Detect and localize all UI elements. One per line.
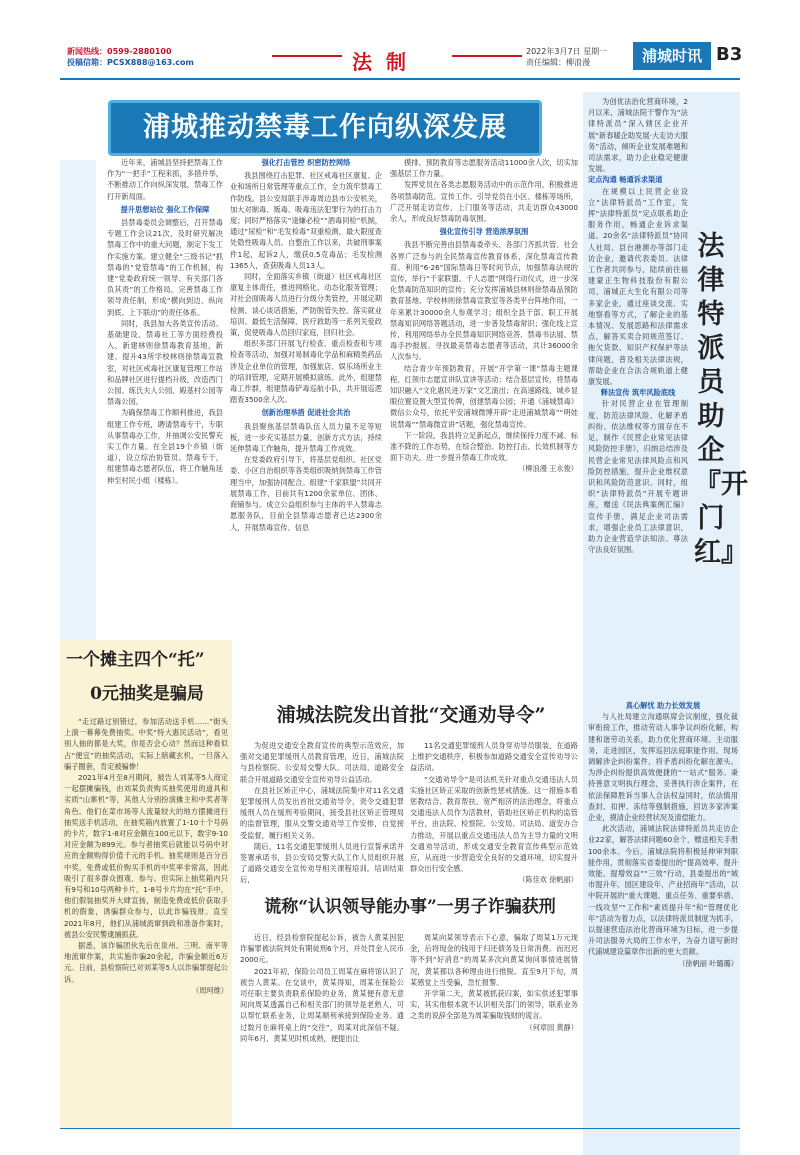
- subheading: 提升思想站位 强化工作保障: [120, 204, 210, 214]
- paragraph: 2021年4月至8月期间，被告人刘某等5人商定一起摆摊骗钱，由刘某负责购买抽奖使用的道具和劣质“山寨机”等，其他人分别扮演摊主和中奖者等角色。他们在菜市场等人流量较大的地方摆摊进行抽奖送手机活动，在抽奖箱内放置了1-10十个号码的卡片，数字1-8对应金额在100元以下，数字9-10对应金额为899元。参与者抽奖后就能以号码中对应的金额购得价值千元的手机。抽奖规则是百分百中奖，免费或低价购买手机的中奖率非常高，因此吸引了很多群众围观、参与。但实际上抽奖箱内只有9号和10号两种卡片，1-8号卡片均在“托”手中，他们假装抽奖并大肆宣扬，制造免费或低价获取手机的假象，诱骗群众参与，以此诈骗钱财。直至2021年8月，他们从浦城流窜到政和准备作案时，被县公安民警逮捕抓获。: [64, 773, 228, 939]
- paragraph: 随后，11名交通犯罪缓刑人员进行宣誓承诺并签署承诺书，县公安局交警大队工作人员组织开展了道路交通安全宣传劝导相关课程培训。培训结束后，: [240, 841, 404, 885]
- main-headline: 浦城推动禁毒工作向纵深发展: [143, 112, 507, 143]
- fraud-headline: 谎称“认识领导能办事”一男子诈骗获刑: [264, 897, 556, 917]
- subheading: 真心解忧 助力长效发展: [625, 701, 701, 710]
- paragraph: 同时，我县加大各类宣传活动、基础建设、禁毒社工等方面经费投入，新建林则徐禁毒教育基地，新建、提升43所学校林则徐禁毒宣教室，对社区戒毒社区康复管理工作站和品牌社区进行提档升级，改造西门公园、练氏夫人公园、殿基村公园等禁毒公园。: [107, 318, 223, 407]
- paragraph: 下一阶段，我县将立足新起点，继续保持力度不减、标准不降的工作态势，在综合整治、防控打击、长效机制等方面下功夫，进一步提升禁毒工作成效。: [390, 430, 578, 463]
- editor: 责任编辑：柳浪漫: [526, 58, 590, 67]
- page-number: B3: [716, 44, 743, 65]
- paragraph: 发挥党员在各类志愿服务活动中的示范作用，积极推进各项禁毒防范、宣传工作。引导党员在小区、楼栋等场所，广泛开展走访宣传、上门服务等活动，共走访群众43000余人，形成良好禁毒防毒氛围。: [390, 180, 578, 224]
- paragraph: 在党委政府引导下，将基层党组织、社区党委、小区自治组织等各类组织吸纳到禁毒工作管理当中，加强协同配合。组建“千家联盟”共同开展禁毒工作，目前共有1200余家单位、团体、商铺参与。成立公益组织参与主体的平入禁毒志愿服务队，目前全县禁毒志愿者已达2300余人，开展禁毒宣传、信息: [230, 455, 382, 532]
- paragraph: “交通劝导令”是司法机关针对重点交通违法人员实施社区矫正采取的创新性惩戒措施。这一措施本着惩教结合、教育帮扶、宽严相济的法治理念，将重点交通违法人员作为活教材，借助社区矫正机构的监管平台，由法院、检察院、公安局、司法局、道安办合力推动，开展以重点交通违法人员为主导力量的文明交通劝导活动，形成交通安全教育宣传典型示范效应，从而进一步营造安全良好的交通环境，切实提升群众出行安全感。: [410, 774, 578, 874]
- paragraph: 近年来，浦城县坚持把禁毒工作作为“一把手”工程来抓，多措并举，不断推动工作向纵深发展，禁毒工作打开新局面。: [107, 158, 223, 201]
- email: 投稿信箱：PCSX888@163.com: [67, 58, 194, 67]
- byline: （何章园 黄静）: [525, 1022, 578, 1032]
- side-col-bottom: [588, 700, 738, 1128]
- byline: （陈佳欢 徐帆丽）: [518, 875, 578, 885]
- paragraph: 同时，全面落实乡镇（街道）社区戒毒社区康复主体责任，推进网格化、动态化服务管理；对社会面吸毒人员进行分级分类管控，开展定期检测、谈心谈话措施，严防脱管失控。落实就业培训、最低生活保障、医疗救助等一系列关爱政策，促使吸毒人员回归家庭，回归社会。: [230, 272, 382, 338]
- hotline: 新闻热线：0599-2880100: [67, 47, 172, 56]
- paragraph: 与人社局建立沟通联席会议制度，强化裁审衔接工作，推动劳动人事争议纠纷化解，构建和谐劳动关系，助力优化营商环境。主动服务，走进园区，发挥巡回法庭职能作用，现场调解涉企纠纷案件，将矛盾纠纷化解在源头。为涉企纠纷提供高效便捷的“一站式”服务。秉持善意文明执行理念，妥善执行涉企案件，在依法保障胜诉当事人合法权益同时，依法慎用查封、扣押、冻结等强制措施，回访多家涉案企业，摸清企业经营状况及清偿能力。: [588, 712, 738, 823]
- date-info: [526, 46, 607, 68]
- subheading: 强化打击管控 织密防控网络: [261, 158, 351, 167]
- fraud-col-2: [410, 932, 578, 1128]
- byline: （周珂维）: [192, 985, 228, 995]
- section-title: 法制: [352, 46, 420, 75]
- header-rule: [60, 78, 740, 80]
- page-header: [0, 0, 800, 80]
- footer-rule: [60, 1128, 740, 1129]
- paragraph: 2021年初，保险公司员工周某在麻将馆认识了被告人黄某。在交谈中，黄某得知，周某在保险公司任职主要负责联系保险的业务，黄某便有意无意间向周某透露自己和相关部门的领导是老熟人，可以帮忙联系业务，让周某顺利承接到保险业务。通过数月在麻将桌上的“交往”，周某对此深信不疑。同年6月，黄某见时机成熟，便提出让: [240, 966, 404, 1043]
- paragraph: 我县围绕打击犯罪、社区戒毒社区康复、企业和场所日常管理等重点工作，全力筑牢禁毒工作防线。县公安局联手涉毒周边县市公安机关，加大对制毒、贩毒、吸毒违法犯罪行为的打击力度；同时严格落实“逢嫌必检”“酒毒同检”机制，通过“尿检”和“毛发检毒”双重检测，最大限度查处隐性吸毒人员。自整治工作以来，共破刑事案件1起，起诉2人，缴获0.5克毒品；毛发检测1365人，查获吸毒人员13人。: [230, 171, 382, 270]
- paragraph: “走过路过别错过，参加活动送手机……”街头上演一幕幕免费抽奖。中奖“特大惠民活动”，看见别人抽的都是大奖，你是否会心动？然而这种看似占“便宜”的抽奖活动，实际上暗藏玄机，一旦落入骗子圈套，肯定被骗惨！: [64, 717, 228, 771]
- subheading: 定点沟通 畅通诉求渠道: [588, 175, 663, 185]
- paragraph: 此次活动，浦城法院法律特派员共走访企业22家，解答法律问题60余个，赠送相关手册100余本。今后，浦城法院将积极延伸审判职能作用，贯彻落实省委提出的“提高效率、提升效能、提增效益”“三效”行动，县委提出的“城市提升年、园区建设年、产业招商年”活动，以中院开展的“重大课题、重点任务、重要举措、一线攻坚”“工作和“素质提升年”和“管理优化年”活动为着力点，以法律特派员制度为抓手，以提速营造法治化营商环境为目标，进一步提升司法服务大局的工作水平，为奋力谱写新时代浦城建设篇章作出新的更大贡献。: [588, 824, 738, 957]
- fraud-col-1: [240, 932, 404, 1128]
- paragraph: 周某向某领导表示下心意，骗取了周某1万元现金，后将现金的钱用于归还债务及日常消费。而迟迟等不到“好消息”的周某多次向黄某询问事情进展情况，黄某都以各种理由进行推脱。直至9月下旬，周某感觉上当受骗，急忙报警。: [410, 933, 578, 987]
- main-col-2: [230, 157, 382, 649]
- side-headline: 法律特派员助企『开门红』: [694, 231, 748, 568]
- issue-date: 2022年3月7日 星期一: [526, 47, 608, 56]
- hotline-info: [67, 46, 194, 68]
- paragraph: 县禁毒委员会调整后，召开禁毒专题工作会议21次，及时研究解决禁毒工作中的重大问题，制定下发工作实施方案。建立健全“三级书记”抓禁毒的“党管禁毒”的工作机制，构建“党委政府统一领导、有关部门各负其责”的工作格局。完善禁毒工作领导责任制，形成“横向到边、纵向到底、上下联动”的责任体系。: [107, 218, 223, 317]
- paragraph: 组织多部门开展飞行检查、重点检查和专项检查等活动，加强对易制毒化学品和麻精类药品涉及企业单位的管理，加强旅店、娱乐场所业主的培训管理，定期开展模拟演练。此外，组建禁毒工作群，组建禁毒铲毒巡航小队，共开展巡逻踏查3500余人次。: [230, 339, 382, 405]
- traffic-col-2: [410, 740, 578, 890]
- byline: （徐帆丽 叶璐璐）: [678, 958, 738, 968]
- main-headline-banner: [108, 100, 542, 156]
- traffic-col-1: [240, 740, 404, 890]
- paragraph: 近日，经县检察院提起公诉，被告人黄某因犯诈骗罪被法院判处有期徒刑6个月，并处罚金人民币2000元。: [240, 933, 404, 965]
- paragraph: 针对民营企业在管理制度、防范法律风险、化解矛盾纠纷、依法维权等方面存在不足，制作《民营企业常见法律风险防控手册》，归纳总结涉及民营企业常见法律风险点和风险防控措施，提升企业维权意识和风险防范意识。同时，组织“法律特派员”开展专题讲座，赠送《民法典案例汇编》宣传手册，满足企业司法需求，增强企业员工法律意识，助力企业营造学法知法、尊法守法良好氛围。: [588, 399, 688, 555]
- paragraph: 开学第二天，黄某被抓获归案，如实供述犯罪事实，其实他根本就不认识相关部门的领导，联系业务之类的说辞全部是为周某骗取钱财的谎言。: [410, 989, 578, 1021]
- paragraph: 我县不断完善由县禁毒委牵头、各部门齐抓共管、社会各界广泛参与的全民禁毒宣传教育体系，深化禁毒宣传教育。利用“6·26”国际禁毒日等时间节点，加强禁毒法规的宣传，举行“千家联盟、千人志愿”网络行动仪式，进一步深化禁毒防范知识的宣传；充分发挥浦城县林则徐禁毒品预防教育基地、学校林则徐禁毒宣教室等各类平台阵地作用，一年来累计30000余人参观学习；组织全县干部、职工开展禁毒知识网络答题活动，进一步普及禁毒常识；强化线上宣传，利用网络举办全民禁毒知识网络竞答、禁毒书法展、禁毒手抄报展、寻找最美禁毒志愿者等活动，共计36000余人次参与。: [390, 240, 578, 362]
- subheading: 释法宣传 筑牢风险底线: [600, 388, 676, 398]
- main-col-1: [107, 157, 223, 649]
- newspaper-logo: 浦城时讯: [633, 42, 711, 70]
- paragraph: 为创优法治化营商环境，2月以来，浦城法院干警作为“法律特派员”深入辖区企业开展“新春暖企助发展·大走访大服务”活动，倾听企业发展难题和司法需求，助力企业稳定健康发展。: [588, 97, 688, 174]
- paragraph: 在规模以上民营企业设立“法律特派员”工作室，发挥“法律特派员”定点联系助企服务作用，畅通企业诉求渠道。20余名“法律特派员”协同人社局、县台港澳办等部门走访企业，邀请代表委员、法律工作者共同参与，陆续前往福建蒙正生物科技股份有限公司、浦城正大生化有限公司等多家企业，通过座谈交流、实地察看等方式，了解企业的基本情况、发展思路和法律需求点，解答买卖合同规范签订、拖欠货款、知识产权保护等法律问题，普及相关法律法规，帮助企业在合法合规轨道上健康发展。: [588, 186, 688, 387]
- subheading: 创新治理举措 促进社会共治: [261, 408, 351, 418]
- paragraph: 为促进交通安全教育宣传的典型示范效应，加强对交通犯罪缓刑人员教育管理，近日，浦城法院与县检察院、公安局交警大队、司法局、道路安全联合开展道路交通安全宣传劝导公益活动。: [240, 741, 404, 784]
- paragraph: 11名交通犯罪缓刑人员身穿劝导员服装，在道路上维护交通秩序，积极参加道路交通安全宣传劝导公益活动。: [410, 741, 578, 773]
- paragraph: 据悉，该诈骗团伙先后在泉州、三明、南平等地流窜作案，共实施诈骗20余起，诈骗金额近6万元。日前，县检察院已对刘某等5人以诈骗罪提起公诉。: [64, 941, 228, 984]
- scam-headline-1: 一个摊主四个“托”: [66, 650, 205, 670]
- byline: （柳浪漫 王永俊）: [518, 464, 578, 474]
- paragraph: 我县聚焦基层禁毒队伍人员力量不足等短板，进一步充实基层力量，创新方式方法，持续延伸禁毒工作触角，提升禁毒工作成效。: [230, 421, 382, 454]
- subheading: 强化宣传引导 营造浓厚氛围: [439, 227, 529, 237]
- scam-article-body: [64, 716, 228, 1128]
- paragraph: 结合青少年预防教育，开展“开学第一课”禁毒主题课程、红领巾志愿宣讲队宣讲等活动；结合基层宣传，将禁毒知识融入“文化惠民进万家”文艺演出；在高速路线、城乡显眼位置设置大型宣传牌，创建禁毒公园；开通《浦城禁毒》微信公众号，依托平安浦城微博开辟“走进浦城禁毒”“明娃说禁毒”“禁毒微宣讲”话题，强化禁毒宣传。: [390, 363, 578, 429]
- paragraph: 在县社区矫正中心，浦城法院集中对11名交通犯罪缓刑人员发出首批交通劝导令，责令交通犯罪缓刑人员在缓刑考验期间，接受县社区矫正管理局的监督管理，服从交警交通劝导工作安排，自觉接受监督，履行相关义务。: [240, 785, 404, 840]
- paragraph: 为确保禁毒工作顺利推进，我县组建工作专班，聘请禁毒专干，专职从事禁毒办工作，并抽调公安民警充实工作力量。在全县19个乡镇（街道），设立综治协管员、禁毒专干，组建禁毒志愿者队伍，将工作触角延伸至村民小组（楼栋）。: [107, 408, 223, 485]
- paragraph: 摸排、预防教育等志愿服务活动11000余人次，切实加强基层工作力量。: [390, 158, 578, 179]
- main-col-3: [390, 157, 578, 649]
- traffic-headline: 浦城法院发出首批“交通劝导令”: [276, 704, 546, 726]
- decor-strip: [60, 160, 96, 640]
- scam-headline-2: 0元抽奖是骗局: [90, 684, 204, 704]
